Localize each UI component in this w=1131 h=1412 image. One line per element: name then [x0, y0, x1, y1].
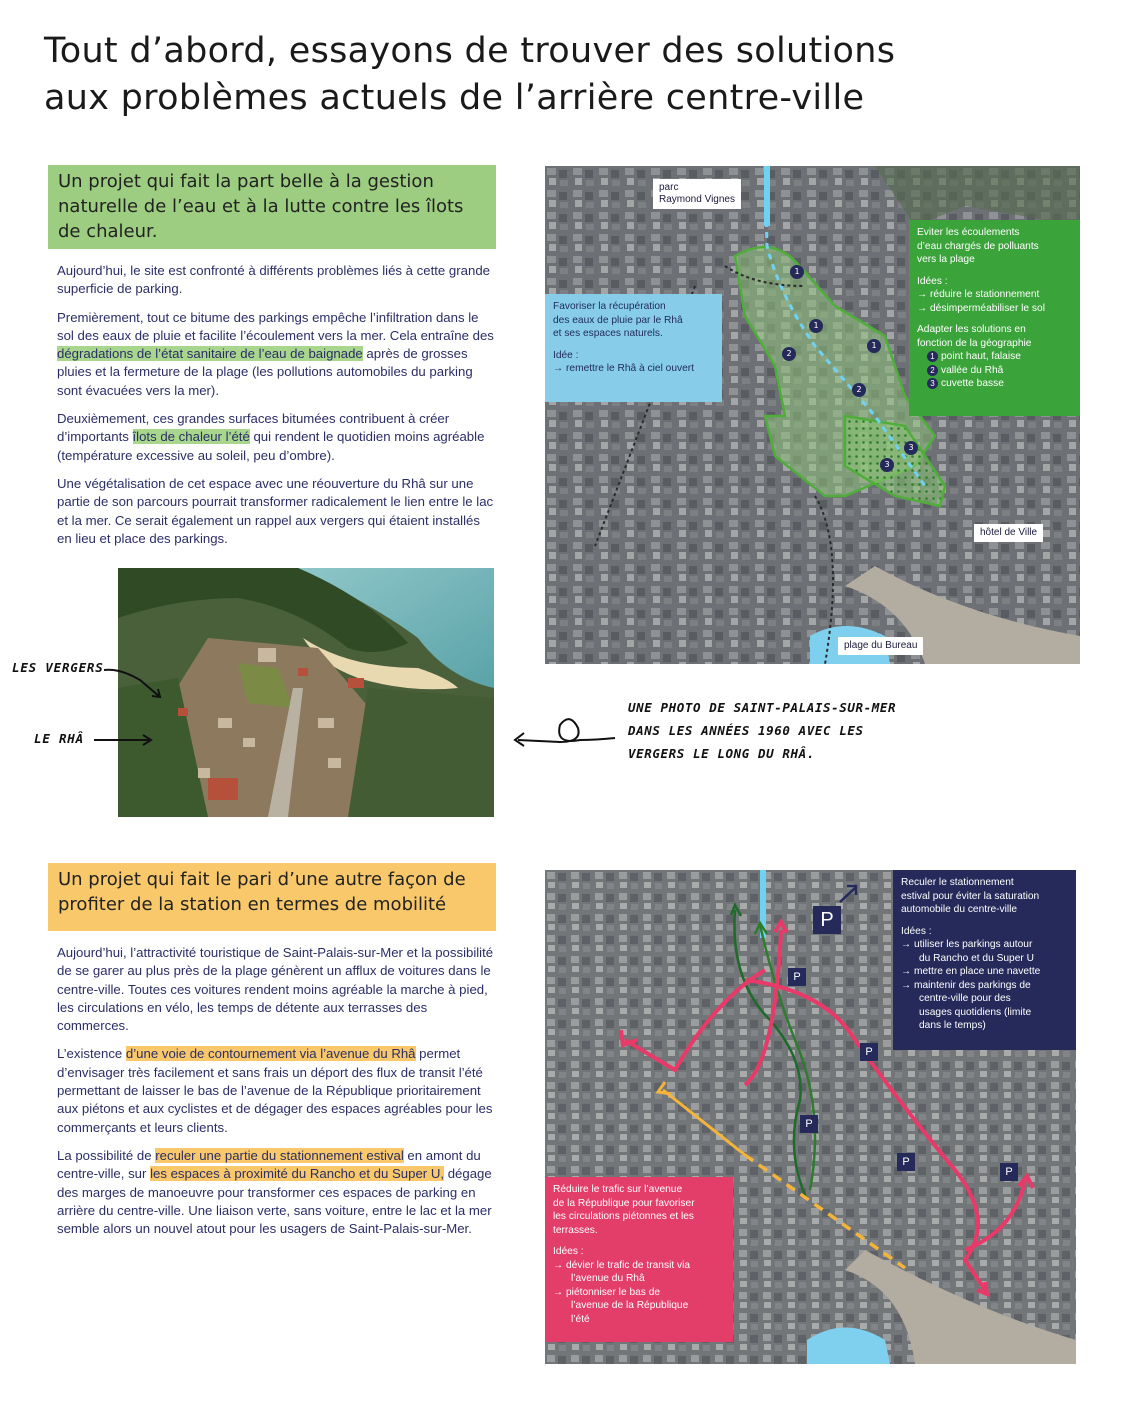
- legend-number: 1: [927, 351, 938, 362]
- box-line: l’avenue de la République: [571, 1300, 689, 1311]
- legend-item: [917, 350, 1072, 364]
- section1-paragraph-4: Une végétalisation de cet espace avec une réouverture du Rhâ sur une partie de son parcours pourrait transformer radicalement le lien entre le lac et la mer. Ce serait également un rappel aux vergers qui étaient installés en lieu et place des parkings.: [57, 475, 494, 546]
- box-line: d’eau chargés de polluants: [917, 240, 1039, 252]
- highlight-orange: d’une voie de contournement via l’avenue du Rhâ: [125, 1046, 416, 1062]
- box-line: Eviter les écoulements: [917, 227, 1020, 238]
- map-mobility: [545, 870, 1076, 1364]
- label-line: parc: [659, 182, 679, 193]
- map1-marker-1a: 1: [790, 265, 804, 279]
- caption-line: UNE PHOTO DE SAINT-PALAIS-SUR-MER: [628, 700, 897, 715]
- highlight-orange: reculer une partie du stationnement estival: [155, 1147, 404, 1163]
- label-plage-du-bureau: plage du Bureau: [838, 637, 923, 655]
- map1-marker-3b: 3: [880, 458, 894, 472]
- highlight-green: dégradations de l’état sanitaire de l’eau de baignade: [57, 346, 363, 362]
- parking-marker-icon: P: [788, 968, 806, 986]
- box-line: → réduire le stationnement: [917, 289, 1040, 300]
- legend-item: [917, 364, 1072, 378]
- text-run: Premièrement, tout ce bitume des parkings empêche l’infiltration dans le sol des eaux de pluie et facilite l’écoulement vers la mer. Cela entraîne des: [57, 309, 494, 343]
- parking-marker-icon: P: [800, 1115, 818, 1133]
- box-line: Reculer le stationnement: [901, 877, 1014, 888]
- map1-marker-3a: 3: [904, 441, 918, 455]
- highlight-orange: les espaces à proximité du Rancho et du Super U,: [150, 1166, 445, 1182]
- label-hotel-de-ville: hôtel de Ville: [974, 524, 1043, 542]
- box-line: vers la plage: [917, 254, 975, 265]
- box-line: du Rancho et du Super U: [919, 952, 1034, 964]
- legend-text: cuvette basse: [941, 378, 1004, 389]
- text-run: L’existence: [57, 1046, 126, 1062]
- section2-paragraph-3: [57, 1147, 497, 1238]
- text-run: qui rendent le quotidien moins agréable (température excessive au soleil, peu d’ombre).: [57, 429, 485, 463]
- title-line-2: aux problèmes actuels de l’arrière centre-ville: [44, 78, 865, 118]
- section2-paragraph-1: Aujourd’hui, l’attractivité touristique de Saint-Palais-sur-Mer et la possibilité de se garer au plus près de la plage génèrent un afflux de voitures dans le centre-ville. Toutes ces voitures rendent moins agréable la marche à pied, les circulations en vélo, les temps de détente aux terrasses des commerces.: [57, 945, 494, 1034]
- text-run: après de grosses pluies et la fermeture de la plage (les pollutions automobiles du parking sont évacuées vers la mer).: [57, 346, 473, 398]
- label-le-rha: LE RHÂ: [34, 731, 84, 746]
- parking-marker-icon: P: [860, 1043, 878, 1061]
- box-line: automobile du centre-ville: [901, 904, 1018, 915]
- box-line: centre-ville pour des: [919, 993, 1011, 1004]
- navy-info-box: [893, 870, 1076, 1050]
- box-line: → remettre le Rhâ à ciel ouvert: [553, 363, 694, 374]
- text-run: Deuxièmement, ces grandes surfaces bitumées contribuent à créer d’importants: [57, 411, 450, 445]
- box-line: des eaux de pluie par le Rhâ: [553, 314, 683, 326]
- box-line: estival pour éviter la saturation: [901, 890, 1040, 902]
- caption-line: VERGERS LE LONG DU RHÂ.: [628, 746, 815, 761]
- label-les-vergers: LES VERGERS: [12, 660, 104, 675]
- map1-marker-1b: 1: [809, 319, 823, 333]
- box-line: l’été: [571, 1313, 590, 1325]
- map1-marker-1c: 1: [867, 339, 881, 353]
- box-line: Idées :: [553, 1246, 584, 1257]
- parking-big-icon: P: [813, 906, 841, 934]
- legend-item: [917, 377, 1072, 391]
- caption-line: DANS LES ANNÉES 1960 AVEC LES: [628, 723, 864, 738]
- box-line: Favoriser la récupération: [553, 301, 666, 312]
- pink-info-box: [545, 1177, 733, 1342]
- box-line: → dévier le trafic de transit via: [553, 1259, 691, 1271]
- legend-text: vallée du Rhâ: [941, 364, 1004, 376]
- box-line: Idée :: [553, 349, 579, 361]
- text-run: dégage des marges de manoeuvre pour transformer ces espaces de parking en arrière du centre-ville. Une liaison verte, sans voiture, entre le lac et la mer semble alors un nouvel atout pour les usagers de Saint-Palais-sur-Mer.: [57, 1166, 492, 1237]
- section1-heading: Un projet qui fait la part belle à la gestion naturelle de l’eau et à la lutte contre les îlots de chaleur.: [48, 165, 496, 249]
- box-line: usages quotidiens (limite: [919, 1006, 1032, 1018]
- box-line: Idées :: [901, 925, 932, 937]
- label-parc-raymond-vignes: [653, 179, 741, 209]
- section1-paragraph-1: Aujourd’hui, le site est confronté à différents problèmes liés à cette grande superficie de parking.: [57, 263, 490, 297]
- box-line: dans le temps): [919, 1020, 986, 1031]
- box-line: → piétonniser le bas de: [553, 1286, 661, 1298]
- box-line: fonction de la géographie: [917, 337, 1032, 349]
- map1-marker-2a: 2: [782, 347, 796, 361]
- legend-text: point haut, falaise: [941, 351, 1021, 362]
- box-line: Adapter les solutions en: [917, 324, 1026, 335]
- map-water-management: [545, 166, 1080, 664]
- box-line: → désimperméabiliser le sol: [917, 302, 1045, 314]
- box-line: Réduire le trafic sur l’avenue: [553, 1184, 683, 1195]
- box-line: Idées :: [917, 275, 948, 287]
- text-run: en amont du centre-ville, sur: [57, 1147, 481, 1182]
- label-line: Raymond Vignes: [659, 194, 735, 205]
- box-line: → utiliser les parkings autour: [901, 939, 1033, 950]
- box-line: et ses espaces naturels.: [553, 328, 663, 339]
- box-line: les circulations piétonnes et les: [553, 1211, 695, 1222]
- box-line: de la République pour favoriser: [553, 1197, 695, 1209]
- section2-paragraph-2: [57, 1045, 497, 1136]
- section2-heading: Un projet qui fait le pari d’une autre façon de profiter de la station en termes de mobilité: [48, 863, 496, 931]
- legend-number: 2: [927, 365, 938, 376]
- text-run: permet d’envisager très facilement et sans frais un déport des flux de transit l’été permettant de laisser le bas de l’avenue de la République prioritairement aux piétons et aux cyclistes et de dégager des espaces agréables pour les commerçants et leurs clients.: [57, 1046, 493, 1135]
- box-line: → maintenir des parkings de: [901, 979, 1031, 991]
- green-info-box: [909, 220, 1080, 416]
- section2-text: [57, 944, 497, 1248]
- parking-marker-icon: P: [897, 1153, 915, 1171]
- box-line: → mettre en place une navette: [901, 966, 1041, 977]
- title-line-1: Tout d’abord, essayons de trouver des solutions: [44, 31, 896, 71]
- highlight-green: îlots de chaleur l’été: [132, 429, 250, 445]
- box-line: l’avenue du Rhâ: [571, 1273, 645, 1284]
- photo-caption: [628, 696, 948, 765]
- blue-info-box: [545, 294, 722, 402]
- box-line: terrasses.: [553, 1224, 598, 1236]
- legend-number: 3: [927, 378, 938, 389]
- text-run: La possibilité de: [57, 1147, 156, 1163]
- map1-marker-2b: 2: [852, 383, 866, 397]
- parking-marker-icon: P: [1000, 1163, 1018, 1181]
